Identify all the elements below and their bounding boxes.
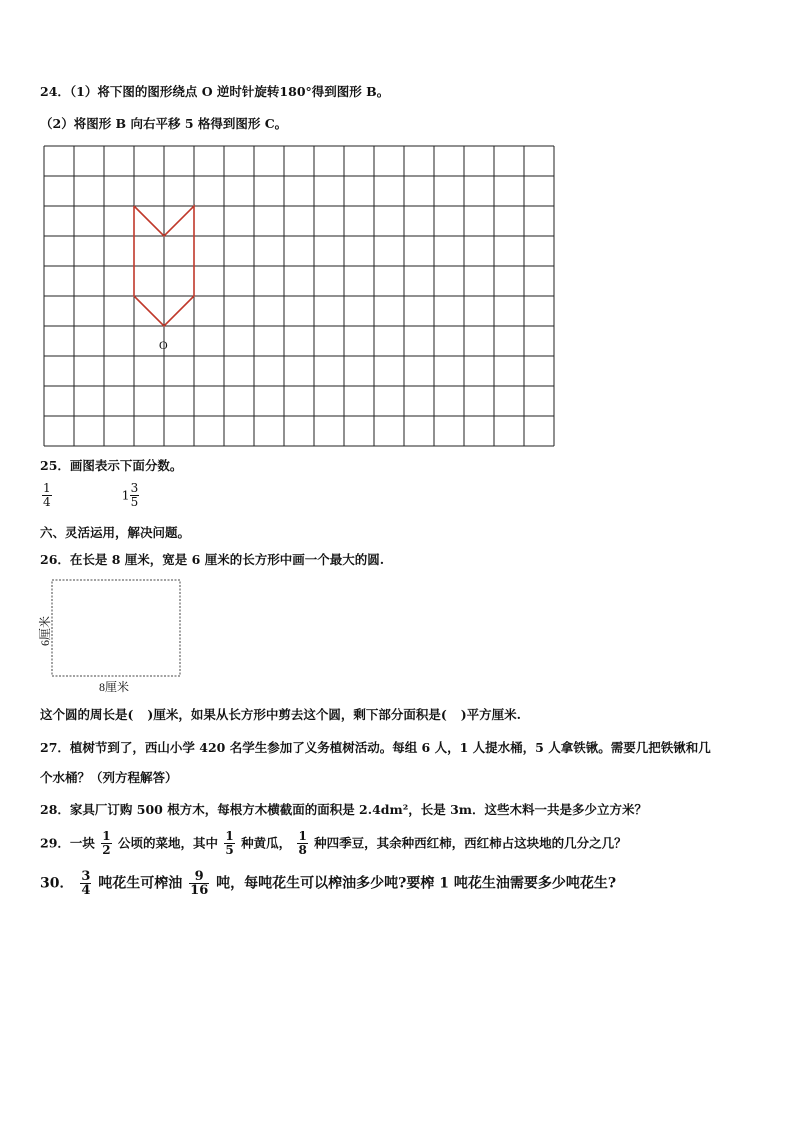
q24-line1: 24．（1）将下图的图形绕点 O 逆时针旋转180°得到图形 B。 [40,84,390,99]
q29-part2: 公顷的菜地，其中 [117,835,218,851]
frac-denominator: 16 [190,883,209,898]
answer-part1: 这个圆的周长是( [40,707,134,722]
frac-numerator: 1 [102,829,111,843]
q27-line2: 个水桶？（列方程解答） [40,770,178,785]
rectangle-diagram [36,578,186,698]
frac-denominator: 2 [102,843,111,857]
q29-part4: 种四季豆，其余种西红柿，西红柿占这块地的几分之几？ [314,835,627,851]
q29-part3: 种黄瓜， [241,835,292,851]
height-label: 6厘米 [38,615,52,646]
fraction-one-eighth [297,830,307,857]
q26-text: 26．在长是 8 厘米，宽是 6 厘米的长方形中画一个最大的圆. [40,552,385,567]
frac-denominator: 8 [298,843,307,857]
q29-line [40,830,627,857]
section-six-heading: 六、灵活运用，解决问题。 [40,525,191,540]
point-o-label: O [159,338,168,352]
q28-text: 28．家具厂订购 500 根方木，每根方木横截面的面积是 2.4dm²，长是 3m．这些木料一共是多少立方米？ [40,802,648,817]
frac-numerator: 3 [130,481,139,495]
answer-part2: )厘米，如果从长方形中剪去这个圆，剩下部分面积是( [147,707,447,722]
q30-part1: 30． [40,875,74,892]
q25-text: 25．画图表示下面分数。 [40,458,183,473]
rectangle-figure [36,578,186,702]
grid-figure [43,144,561,454]
square-grid [43,144,561,450]
q30-part2: 吨花生可榨油 [98,875,183,892]
frac-numerator: 1 [225,829,234,843]
frac-denominator: 5 [130,495,139,509]
q30-part3: 吨，每吨花生可以榨油多少吨?要榨 1 吨花生油需要多少吨花生? [216,875,617,892]
q30-line [40,870,616,897]
q25-fractions [40,482,141,509]
q27-line1: 27．植树节到了，西山小学 420 名学生参加了义务植树活动。每组 6 人，1 人提水桶，5 人拿铁锹。需要几把铁锹和几 [40,740,711,755]
answer-part3: )平方厘米. [460,707,522,722]
fraction-three-quarters [80,870,91,897]
frac-denominator: 4 [81,883,91,898]
width-label: 8厘米 [99,680,130,694]
q24-line2: （2）将图形 B 向右平移 5 格得到图形 C。 [40,116,288,131]
fraction-one-quarter [42,482,52,509]
fraction-nine-sixteenths [189,870,209,897]
fraction-three-fifths [130,482,140,509]
q29-part1: 29．一块 [40,835,95,851]
q26-answer [40,707,521,723]
mixed-whole: 1 [121,487,130,503]
frac-numerator: 3 [81,869,91,884]
fraction-one-half [101,830,111,857]
rectangle [52,580,180,676]
fraction-one-fifth [224,830,234,857]
frac-denominator: 5 [225,843,234,857]
frac-numerator: 9 [189,870,209,884]
frac-numerator: 1 [43,481,51,495]
frac-numerator: 1 [298,829,307,843]
frac-denominator: 4 [43,495,51,509]
